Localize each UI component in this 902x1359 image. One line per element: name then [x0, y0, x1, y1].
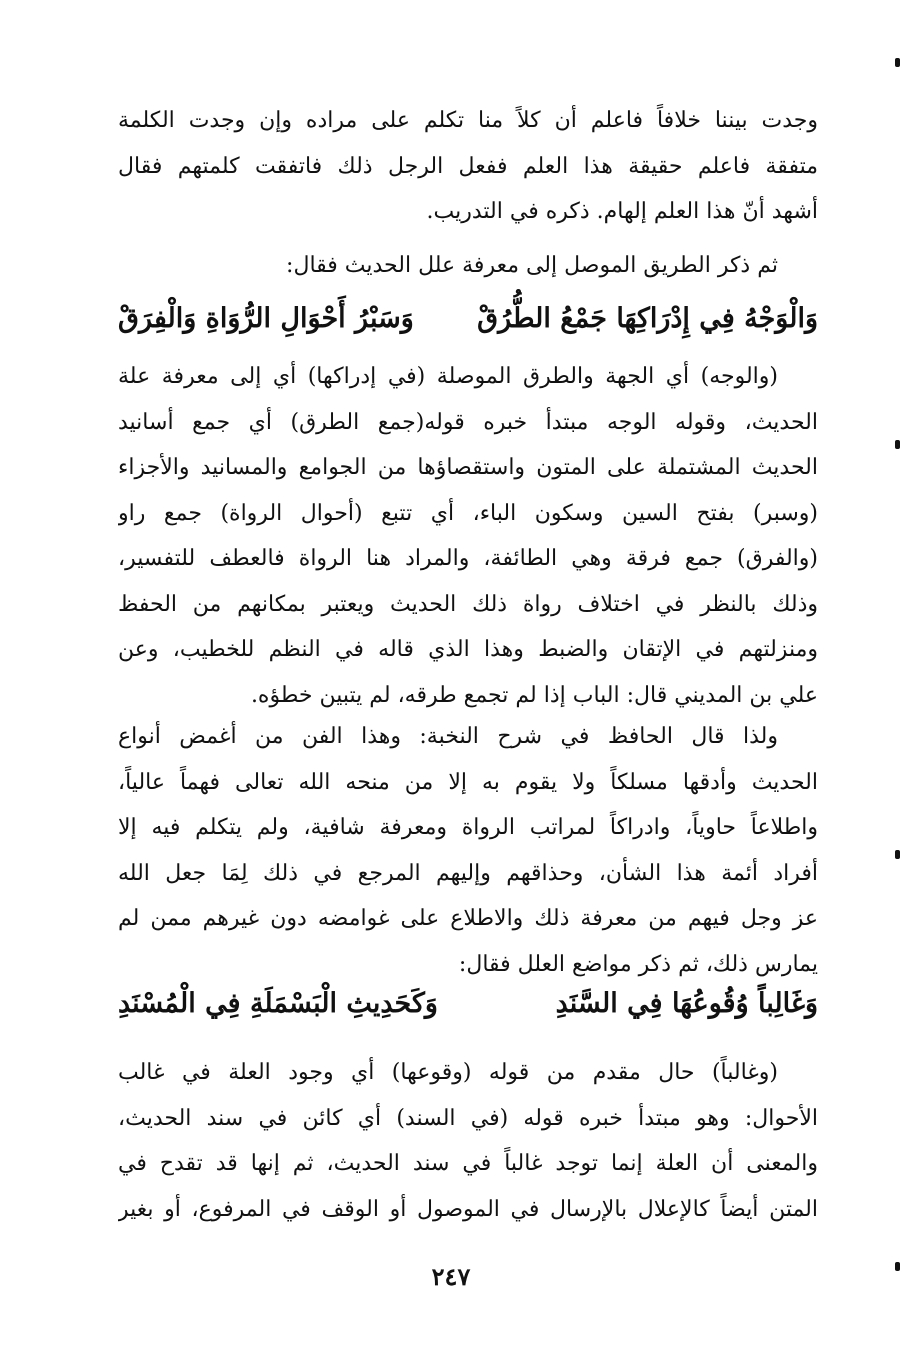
text-line: يمارس ذلك، ثم ذكر مواضع العلل فقال: [458, 951, 818, 977]
margin-mark [895, 850, 900, 859]
margin-mark [895, 1262, 900, 1271]
text-line: الأحوال: وهو مبتدأ خبره قوله (في السند) أي كائن في سند الحديث، [118, 1105, 818, 1131]
text-line: أشهد أنّ هذا العلم إلهام. ذكره في التدريب. [426, 199, 818, 224]
text-line: المتن أيضاً كالإعلال بالإرسال في الموصول أو الوقف في المرفوع، أو بغير [118, 1196, 818, 1222]
verse-line [118, 293, 818, 345]
margin-mark [895, 58, 900, 67]
paragraph-verse-intro [118, 243, 818, 289]
text-line: وذلك بالنظر في اختلاف رواة ذلك الحديث ويعتبر بمكانهم من الحفظ [118, 591, 818, 617]
paragraph-commentary [118, 354, 818, 718]
text-line: عز وجل فيهم من معرفة ذلك والاطلاع على غوامضه دون غيرهم ممن لم [118, 906, 818, 931]
text-line: الحديث المشتملة على المتون واستقصاؤها من الجوامع والمسانيد والأجزاء [118, 455, 818, 480]
text-line: واطلاعاً حاوياً، وادراكاً لمراتب الرواة ومعرفة شافية، ولم يتكلم فيه إلا [118, 815, 818, 840]
verse-second-hemistich: وَكَحَدِيثِ الْبَسْمَلَةِ فِي الْمُسْنَدِ [118, 988, 438, 1019]
text-line: (وسبر) بفتح السين وسكون الباء، أي تتبع (أحوال الرواة) جمع راو [118, 500, 818, 526]
text-line: والمعنى أن العلة إنما توجد غالباً في سند الحديث، ثم إنها قد تقدح في [118, 1151, 818, 1176]
text-line: أفراد أئمة هذا الشأن، وحذاقهم وإليهم المرجع في ذلك لِمَا جعل الله [118, 860, 818, 886]
page-number: ٢٤٧ [431, 1262, 471, 1291]
paragraph-commentary [118, 1050, 818, 1232]
text-line: (والوجه) أي الجهة والطرق الموصلة (في إدراكها) أي إلى معرفة علة [118, 364, 778, 389]
text-line: علي بن المديني قال: الباب إذا لم تجمع طرقه، لم يتبين خطؤه. [250, 682, 818, 708]
text-line: الحديث وأدقها مسلكاً ولا يقوم به إلا من منحه الله تعالى فهماً عالياً، [118, 769, 818, 795]
text-line: (وغالباً) حال مقدم من قوله (وقوعها) أي وجود العلة في غالب [118, 1060, 778, 1085]
verse-line [118, 978, 818, 1030]
verse-first-hemistich: وَغَالِباً وُقُوعُهَا فِي السَّنَدِ [555, 988, 818, 1019]
text-line: ومنزلتهم في الإتقان والضبط وهذا الذي قاله في النظم للخطيب، وعن [118, 637, 818, 662]
text-line: ثم ذكر الطريق الموصل إلى معرفة علل الحديث فقال: [286, 253, 778, 278]
paragraph-commentary [118, 714, 818, 987]
text-line: ولذا قال الحافظ في شرح النخبة: وهذا الفن من أغمض أنواع [118, 724, 778, 749]
margin-mark [895, 440, 900, 449]
verse-second-hemistich: وَسَبْرُ أَحْوَالِ الرُّوَاةِ وَالْفِرَقْ [118, 303, 414, 334]
paragraph-continuation [118, 98, 818, 235]
verse-first-hemistich: وَالْوَجْهُ فِي إِدْرَاكِهَا جَمْعُ الطُّرُقْ [477, 303, 818, 334]
text-line: متفقة فاعلم حقيقة هذا العلم ففعل الرجل ذلك فاتفقت كلمتهم فقال [118, 153, 818, 179]
text-line: (والفرق) جمع فرقة وهي الطائفة، والمراد هنا الرواة فالعطف للتفسير، [118, 546, 818, 571]
text-line: الحديث، وقوله الوجه مبتدأ خبره قوله(جمع الطرق) أي جمع أسانيد [118, 409, 818, 435]
text-line: وجدت بيننا خلافاً فاعلم أن كلاً منا تكلم على مراده وإن وجدت الكلمة [118, 108, 818, 133]
